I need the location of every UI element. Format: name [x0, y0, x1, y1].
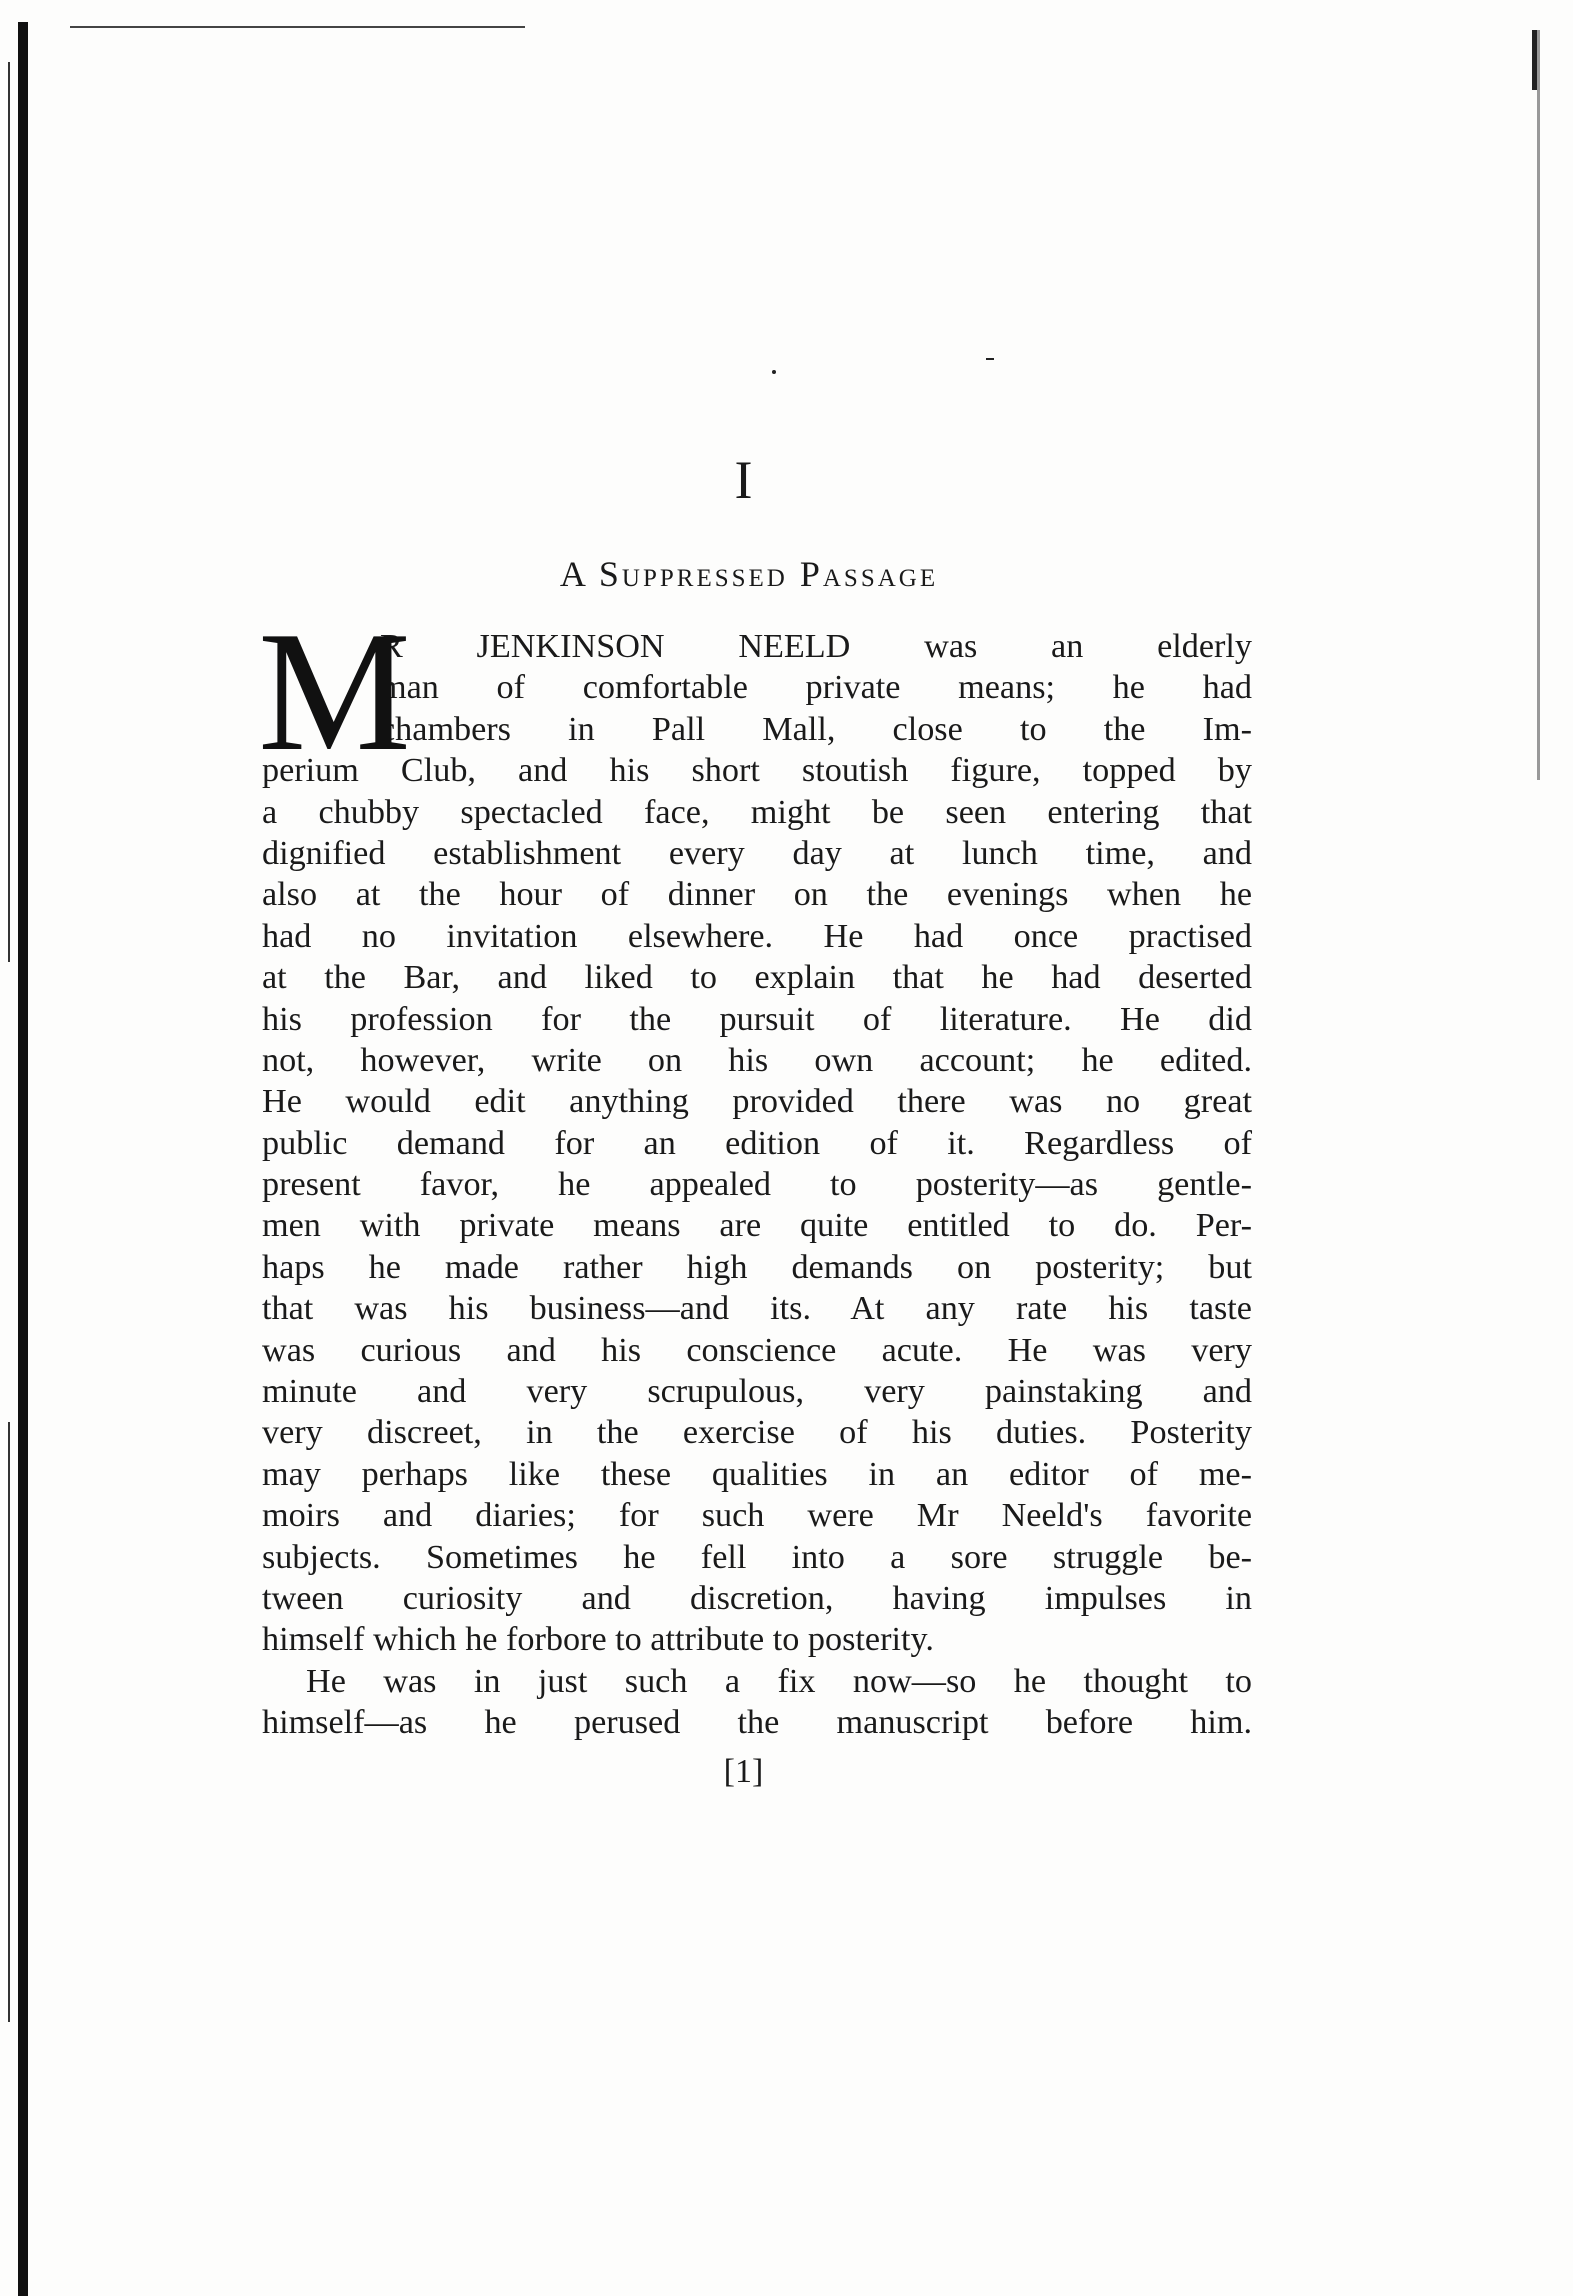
- text-line: at the Bar, and liked to explain that he had deserted: [262, 959, 1252, 997]
- text-line: his profession for the pursuit of literature. He did: [262, 1000, 1252, 1038]
- scan-speck: [986, 358, 994, 360]
- text-line: dignified establishment every day at lunch time, and: [262, 834, 1252, 872]
- right-edge-line: [1537, 30, 1540, 780]
- text-line: chambers in Pall Mall, close to the Im-: [380, 710, 1252, 748]
- text-line: very discreet, in the exercise of his duties. Posterity: [262, 1414, 1252, 1452]
- text-line: himself which he forbore to attribute to posterity.: [262, 1621, 934, 1659]
- text-line: was curious and his conscience acute. He was very: [262, 1331, 1252, 1369]
- text-line: R JENKINSON NEELD was an elderly: [380, 628, 1252, 665]
- scan-speck: [772, 370, 776, 374]
- chapter-title: A Suppressed Passage: [559, 554, 939, 594]
- text-line: moirs and diaries; for such were Mr Neeld's favorite: [262, 1497, 1252, 1535]
- top-rule: [70, 26, 525, 28]
- text-line: minute and very scrupulous, very painstaking and: [262, 1373, 1252, 1411]
- text-line: He was in just such a fix now—so he thought to: [306, 1662, 1252, 1700]
- text-line: himself—as he perused the manuscript before him.: [262, 1704, 1252, 1742]
- text-line: had no invitation elsewhere. He had once practised: [262, 917, 1252, 955]
- text-line: present favor, he appealed to posterity—as gentle-: [262, 1166, 1252, 1204]
- text-line: not, however, write on his own account; he edited.: [262, 1041, 1252, 1079]
- text-line: also at the hour of dinner on the evenings when he: [262, 876, 1252, 914]
- text-line: that was his business—and its. At any rate his taste: [262, 1290, 1252, 1328]
- chapter-body: [258, 597, 1252, 1744]
- text-line: perium Club, and his short stoutish figure, topped by: [262, 752, 1252, 790]
- text-line: tween curiosity and discretion, having impulses in: [262, 1579, 1252, 1617]
- text-line: a chubby spectacled face, might be seen entering that: [262, 793, 1252, 831]
- text-line: haps he made rather high demands on posterity; but: [262, 1248, 1252, 1286]
- chapter-number: I: [734, 450, 753, 510]
- text-line: public demand for an edition of it. Regardless of: [262, 1124, 1252, 1162]
- text-line: subjects. Sometimes he fell into a sore struggle be-: [262, 1538, 1252, 1576]
- binding-edge: [0, 22, 40, 2296]
- text-line: He would edit anything provided there was no great: [262, 1083, 1252, 1121]
- text-line: man of comfortable private means; he had: [380, 669, 1252, 707]
- drop-cap: M: [258, 597, 411, 787]
- text-line: may perhaps like these qualities in an editor of me-: [262, 1455, 1252, 1493]
- page-number: [1]: [723, 1753, 764, 1790]
- text-line: men with private means are quite entitled to do. Per-: [262, 1207, 1252, 1245]
